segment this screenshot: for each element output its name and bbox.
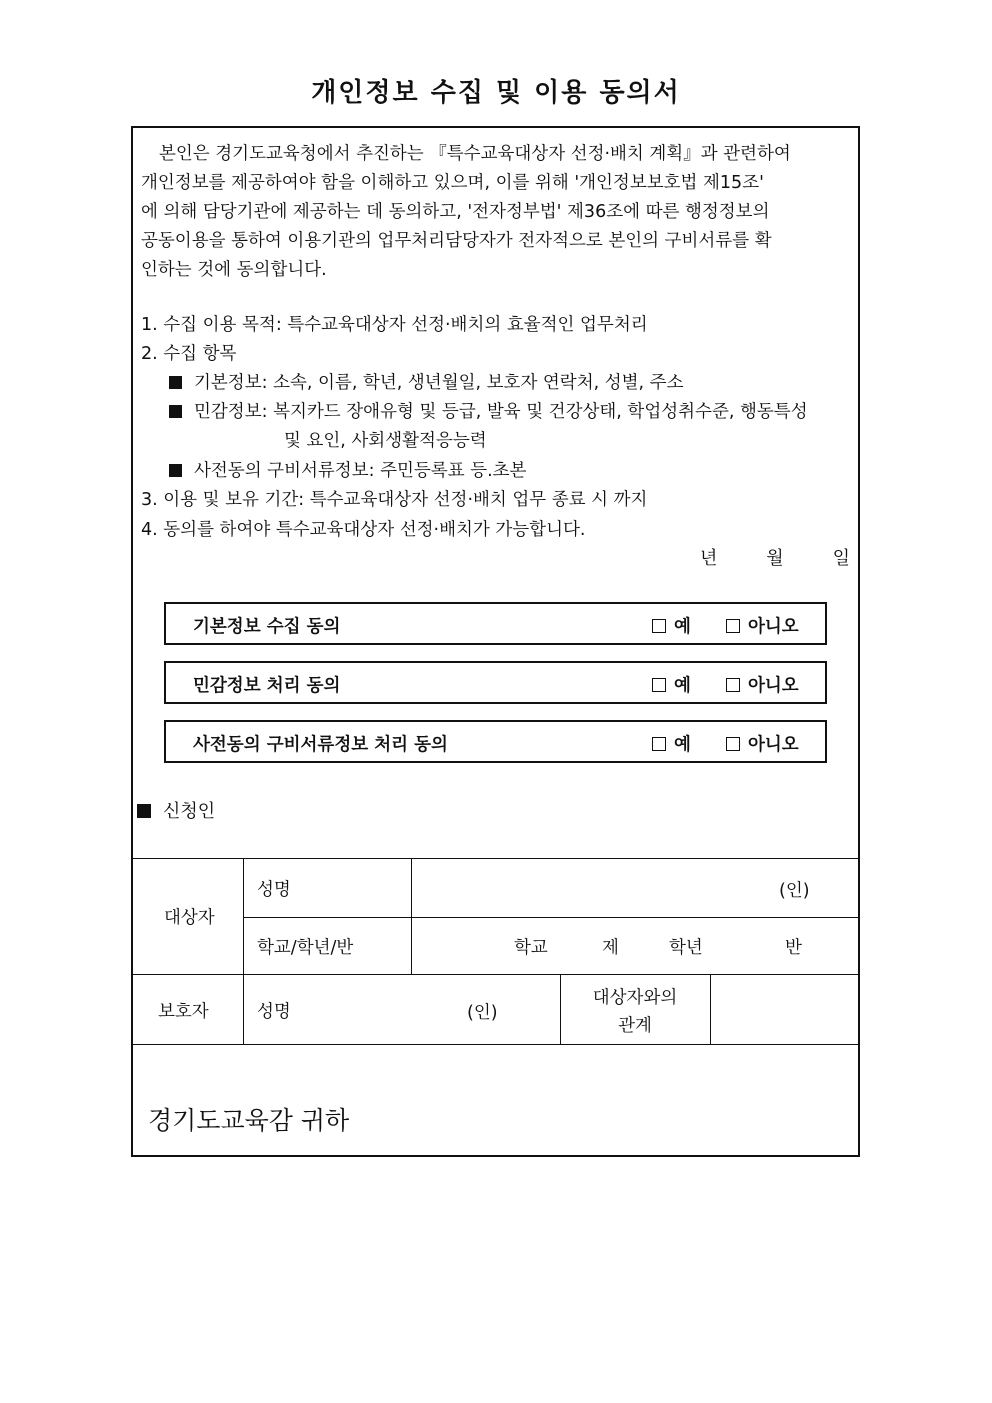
square-bullet-icon [169, 405, 182, 418]
no-label: 아니오 [748, 617, 799, 637]
target-name-label: 성명 [257, 880, 291, 900]
school-field[interactable]: 학교 [514, 938, 548, 958]
checkbox-icon[interactable] [726, 678, 740, 692]
intro-paragraph [141, 140, 850, 285]
consent-no-option[interactable] [726, 672, 799, 697]
table-border [131, 1044, 860, 1045]
checkbox-icon[interactable] [652, 678, 666, 692]
intro-line [141, 198, 850, 227]
table-border [131, 974, 860, 975]
consent-label: 사전동의 구비서류정보 처리 동의 [193, 735, 448, 755]
sensitive-info-continued: 및 요인, 사회생활적응능력 [284, 431, 487, 451]
guardian-name-label: 성명 [257, 1002, 291, 1022]
date-year[interactable]: 년 [700, 548, 718, 569]
intro-line-text: 개인정보를 제공하여야 함을 이해하고 있으며, 이를 위해 '개인정보보호법 제15조' [141, 173, 764, 193]
intro-line [141, 140, 850, 169]
intro-line-text: 본인은 경기도교육청에서 추진하는 『특수교육대상자 선정·배치 계획』과 관련하여 [159, 144, 791, 164]
intro-line [141, 227, 850, 256]
item-sensitive-info [169, 398, 808, 423]
table-border [411, 858, 412, 975]
basic-info-text: 기본정보: 소속, 이름, 학년, 생년월일, 보호자 연락처, 성별, 주소 [194, 373, 684, 393]
target-label: 대상자 [164, 908, 215, 928]
grade-field[interactable]: 학년 [669, 938, 703, 958]
date-line [700, 544, 850, 570]
intro-line [141, 169, 850, 198]
consent-prior-documents [164, 720, 827, 763]
prior-consent-text: 사전동의 구비서류정보: 주민등록표 등.초본 [194, 461, 527, 481]
item-consent-notice: 4. 동의를 하여야 특수교육대상자 선정·배치가 가능합니다. [141, 520, 586, 540]
yes-label: 예 [674, 617, 691, 637]
yes-label: 예 [674, 735, 691, 755]
consent-yes-option[interactable] [652, 731, 691, 756]
guardian-seal-field[interactable]: (인) [467, 1003, 498, 1023]
sensitive-info-text: 민감정보: 복지카드 장애유형 및 등급, 발육 및 건강상태, 학업성취수준, 행동특성 [194, 402, 808, 422]
intro-line-text: 공동이용을 통하여 이용기관의 업무처리담당자가 전자적으로 본인의 구비서류를 확 [141, 231, 772, 251]
consent-label: 민감정보 처리 동의 [193, 676, 341, 696]
consent-no-option[interactable] [726, 613, 799, 638]
consent-no-option[interactable] [726, 731, 799, 756]
consent-yes-option[interactable] [652, 672, 691, 697]
applicant-heading-text: 신청인 [163, 801, 216, 822]
no-label: 아니오 [748, 676, 799, 696]
item-fields-heading: 2. 수집 항목 [141, 344, 237, 364]
no-label: 아니오 [748, 735, 799, 755]
table-border [243, 917, 860, 918]
table-border [243, 858, 244, 1045]
relation-label: 대상자와의 [592, 988, 678, 1008]
item-prior-consent-info [169, 457, 526, 482]
item-purpose: 1. 수집 이용 목적: 특수교육대상자 선정·배치의 효율적인 업무처리 [141, 315, 648, 335]
yes-label: 예 [674, 676, 691, 696]
item-basic-info [169, 369, 684, 394]
checkbox-icon[interactable] [652, 619, 666, 633]
class-field[interactable]: 반 [785, 938, 802, 958]
intro-line [141, 256, 850, 285]
date-day[interactable]: 일 [832, 548, 850, 569]
relation-field[interactable] [714, 984, 854, 1040]
checkbox-icon[interactable] [726, 737, 740, 751]
consent-label: 기본정보 수집 동의 [193, 617, 341, 637]
consent-yes-option[interactable] [652, 613, 691, 638]
table-border [131, 858, 860, 859]
document-title: 개인정보 수집 및 이용 동의서 [311, 78, 681, 108]
addressee: 경기도교육감 귀하 [148, 1106, 350, 1135]
consent-basic-info [164, 602, 827, 645]
checkbox-icon[interactable] [726, 619, 740, 633]
consent-sensitive-info [164, 661, 827, 704]
square-bullet-icon [169, 376, 182, 389]
square-bullet-icon [169, 464, 182, 477]
guardian-label: 보호자 [158, 1002, 209, 1022]
item-retention-period: 3. 이용 및 보유 기간: 특수교육대상자 선정·배치 업무 종료 시 까지 [141, 490, 648, 510]
target-seal-field[interactable]: (인) [779, 881, 810, 901]
checkbox-icon[interactable] [652, 737, 666, 751]
relation-label-line2: 관계 [618, 1016, 652, 1036]
grade-prefix: 제 [602, 938, 619, 958]
intro-line-text: 에 의해 담당기관에 제공하는 데 동의하고, '전자정부법' 제36조에 따른 행정정보의 [141, 202, 770, 222]
square-bullet-icon [137, 804, 151, 818]
table-border [710, 974, 711, 1045]
date-month[interactable]: 월 [766, 548, 784, 569]
school-class-label: 학교/학년/반 [257, 938, 354, 958]
applicant-heading [137, 797, 215, 823]
intro-line-text: 인하는 것에 동의합니다. [141, 260, 327, 280]
